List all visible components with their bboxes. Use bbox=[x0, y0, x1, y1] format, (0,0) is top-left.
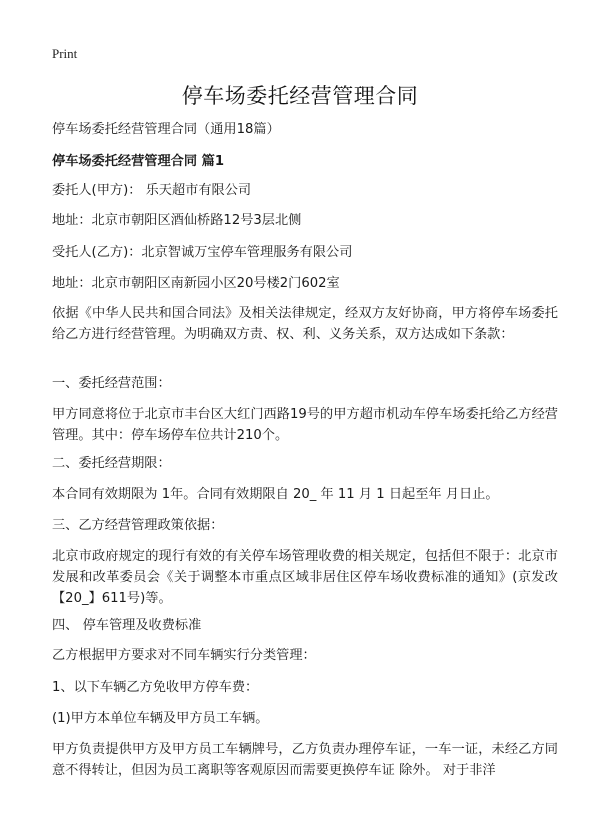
section-heading: 停车场委托经营管理合同 篇1 bbox=[52, 154, 225, 169]
clause-4-item-1: 1、以下车辆乙方免收甲方停车费： bbox=[52, 680, 259, 695]
trustee-line: 受托人(乙方)：北京智诚万宝停车管理服务有限公司 bbox=[52, 245, 353, 260]
clause-1-body: 甲方同意将位于北京市丰台区大红门西路19号的甲方超市机动车停车场委托给乙方经营管理。其中：停车场停车位共计210个。 bbox=[52, 407, 558, 443]
clause-3-heading: 三、乙方经营管理政策依据： bbox=[52, 518, 224, 533]
print-link[interactable]: Print bbox=[52, 46, 78, 61]
clause-2-body: 本合同有效期限为 1年。合同有效期限自 20_ 年 11 月 1 日起至年 月日止。 bbox=[52, 487, 499, 502]
clause-3-body: 北京市政府规定的现行有效的有关停车场管理收费的相关规定，包括但不限于：北京市发展和改革委员会《关于调整本市重点区域非居住区停车场收费标准的通知》(京发改【20_】611号)等。 bbox=[52, 549, 558, 606]
principal-line: 委托人(甲方)： 乐天超市有限公司 bbox=[52, 183, 252, 198]
clause-4-item-1-body: 甲方负责提供甲方及甲方员工车辆牌号，乙方负责办理停车证，一车一证，未经乙方同意不得转让，但因为员工离职等客观原因而需要更换停车证 除外。 对于非洋 bbox=[52, 742, 558, 778]
clause-4-intro: 乙方根据甲方要求对不同车辆实行分类管理： bbox=[52, 648, 316, 663]
clause-4-heading: 四、 停车管理及收费标准 bbox=[52, 618, 202, 633]
document-title: 停车场委托经营管理合同 bbox=[181, 84, 419, 108]
principal-address: 地址：北京市朝阳区酒仙桥路12号3层北侧 bbox=[52, 213, 302, 228]
clause-2-heading: 二、委托经营期限： bbox=[52, 456, 171, 471]
intro-paragraph: 依据《中华人民共和国合同法》及相关法律规定，经双方友好协商，甲方将停车场委托给乙方进行经营管理。为明确双方责、权、利、义务关系，双方达成如下条款： bbox=[52, 306, 558, 342]
clause-4-item-1-sub-1: (1)甲方本单位车辆及甲方员工车辆。 bbox=[52, 711, 269, 726]
document-subtitle: 停车场委托经营管理合同（通用18篇） bbox=[52, 122, 280, 137]
clause-1-heading: 一、委托经营范围： bbox=[52, 376, 171, 391]
trustee-address: 地址：北京市朝阳区南新园小区20号楼2门602室 bbox=[52, 276, 340, 291]
